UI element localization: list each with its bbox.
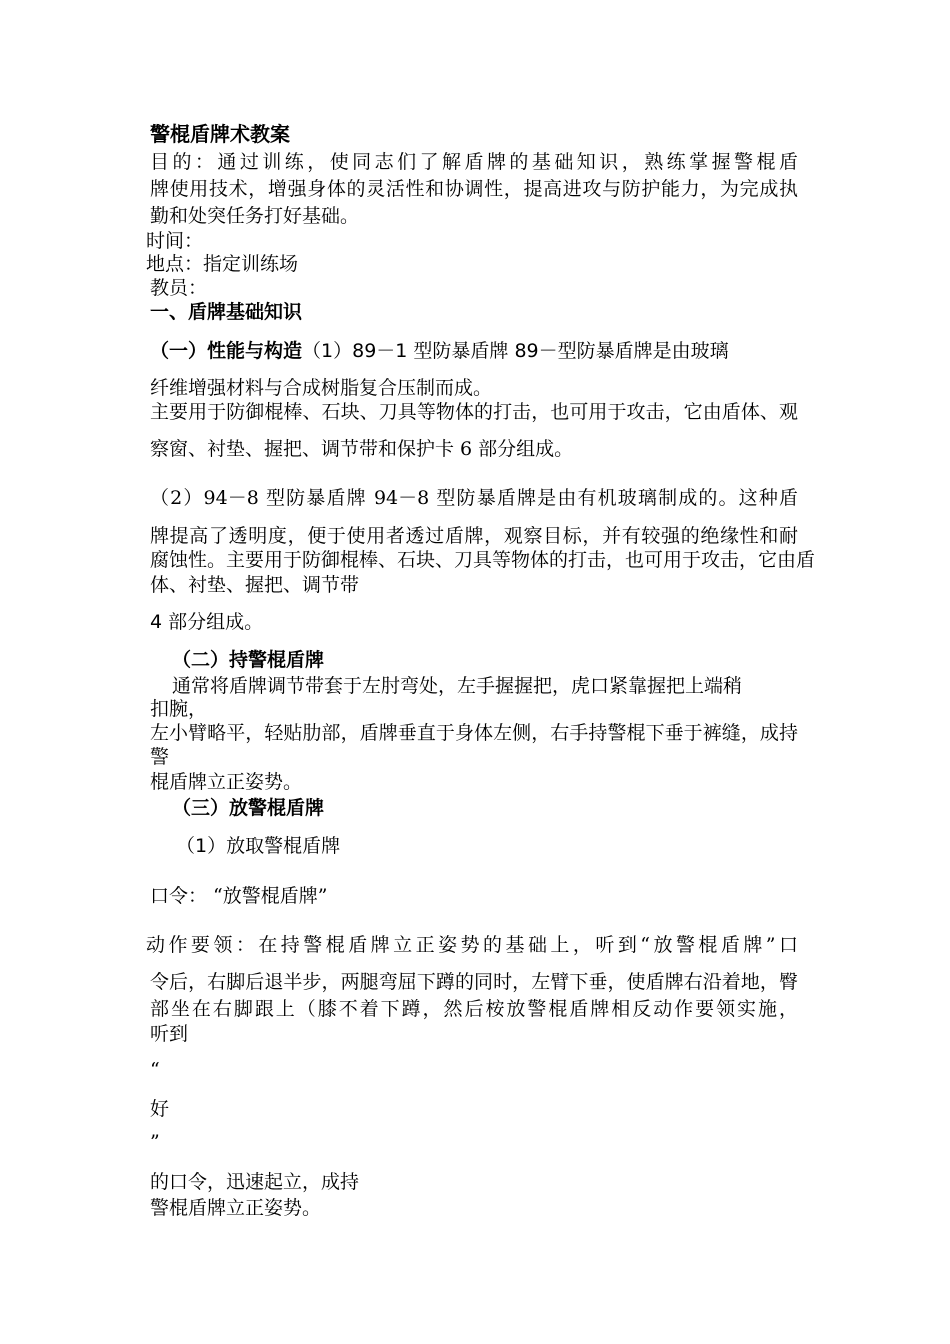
- quote-word: 好: [150, 1098, 170, 1120]
- ending-line-2: 警棍盾牌立正姿势。: [150, 1197, 322, 1219]
- shield-94-line-1: （2）94－8 型防暴盾牌 94－8 型防暴盾牌是由有机玻璃制成的。这种盾: [150, 487, 798, 509]
- time-label: 时间：: [146, 230, 204, 252]
- subsection-1-line-4: 察窗、衬垫、握把、调节带和保护卡 6 部分组成。: [150, 438, 574, 460]
- action-line-4: 听到: [150, 1023, 189, 1045]
- hold-line-4: 警: [150, 746, 170, 768]
- subsection-1-line-2: 纤维增强材料与合成树脂复合压制而成。: [150, 377, 493, 399]
- purpose-line-3: 勤和处突任务打好基础。: [150, 205, 360, 227]
- instructor-label: 教员：: [150, 277, 208, 299]
- hold-line-3: 左小臂略平，轻贴肋部，盾牌垂直于身体左侧，右手持警棍下垂于裤缝，成持: [150, 722, 798, 744]
- command-line: 口令： “放警棍盾牌”: [150, 885, 328, 907]
- quote-close: ”: [150, 1131, 160, 1153]
- document-title: 警棍盾牌术教案: [150, 122, 290, 146]
- action-line-1: 动作要领：在持警棍盾牌立正姿势的基础上，听到“放警棍盾牌”口: [146, 934, 798, 956]
- place-label: 地点：指定训练场: [146, 253, 299, 275]
- shield-94-line-4: 体、衬垫、握把、调节带: [150, 574, 360, 596]
- shield-94-line-2: 牌提高了透明度，便于使用者透过盾牌，观察目标，并有较强的绝缘性和耐: [150, 525, 798, 547]
- quote-open: “: [150, 1059, 160, 1081]
- subsection-2-heading: （二）持警棍盾牌: [172, 649, 325, 671]
- subsection-1-heading: （一）性能与构造: [150, 340, 303, 362]
- ending-line-1: 的口令，迅速起立，成持: [150, 1171, 360, 1193]
- subsection-1-line-3: 主要用于防御棍棒、石块、刀具等物体的打击，也可用于攻击，它由盾体、观: [150, 401, 798, 423]
- purpose-line-1: 目的：通过训练，使同志们了解盾牌的基础知识，熟练掌握警棍盾: [150, 151, 798, 173]
- hold-line-5: 棍盾牌立正姿势。: [150, 771, 303, 793]
- shield-94-line-3: 腐蚀性。主要用于防御棍棒、石块、刀具等物体的打击，也可用于攻击，它由盾: [150, 549, 816, 571]
- shield-94-line-5: 4 部分组成。: [150, 611, 264, 633]
- section-1-heading: 一、盾牌基础知识: [150, 301, 303, 323]
- subsection-1-line: [150, 339, 729, 363]
- action-line-3: 部坐在右脚跟上（膝不着下蹲，然后桉放警棍盾牌相反动作要领实施，: [150, 998, 798, 1020]
- action-line-2: 令后，右脚后退半步，两腿弯屈下蹲的同时，左臂下垂，使盾牌右沿着地，臀: [150, 971, 798, 993]
- hold-line-1: 通常将盾牌调节带套于左肘弯处，左手握握把，虎口紧靠握把上端稍: [172, 675, 743, 697]
- subsection-3-heading: （三）放警棍盾牌: [172, 797, 325, 819]
- subsection-3-item-1: （1）放取警棍盾牌: [176, 835, 341, 857]
- hold-line-2: 扣腕，: [150, 698, 208, 720]
- subsection-1-text: （1）89－1 型防暴盾牌 89－型防暴盾牌是由玻璃: [302, 340, 729, 362]
- purpose-line-2: 牌使用技术，增强身体的灵活性和协调性，提高进攻与防护能力，为完成执: [150, 178, 798, 200]
